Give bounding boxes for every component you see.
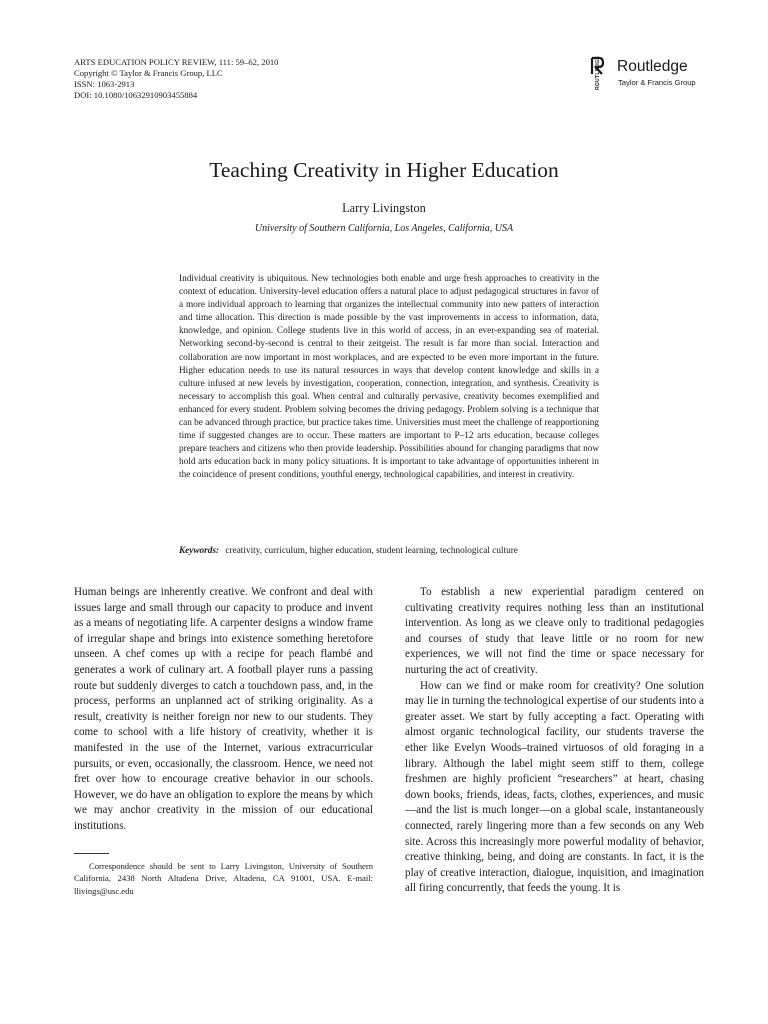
body-paragraph: How can we find or make room for creativity? One solution may lie in turning the technological expertise of our students into a greater asset. We start by fully accepting a fact. Operating with almost organic technological facility, our students traverse the ether like Evelyn Woods–trained virtuosos of old foraging in a library. Although the label might seem stiff to them, college freshmen are highly proficient “researchers” at heart, chasing down books, friends, ideas, facts, clothes, experiences, and music—and the list is much longer—on a global scale, instantaneously connected, rarely lingering more than a few seconds on any Web site. Across this increasingly more powerful modality of behavior, creative thinking, being, and doing are constants. In fact, it is the play of creative interaction, dialogue, inquisition, and imagination all firing concurrently, that feeds the young. It is bbox=[405, 679, 704, 895]
issn-line: ISSN: 1063-2913 bbox=[74, 79, 135, 89]
body-column-right bbox=[405, 585, 704, 897]
body-column-left bbox=[74, 585, 373, 835]
copyright-line: Copyright © Taylor & Francis Group, LLC bbox=[74, 68, 223, 78]
correspondence-footnote: Correspondence should be sent to Larry Livingston, University of Southern California, 2438 North Altadena Drive, Altadena, CA 91001, USA. E-mail: llivings@usc.edu bbox=[74, 861, 373, 896]
keywords-list: creativity, curriculum, higher education, student learning, technological culture bbox=[225, 546, 518, 556]
keywords bbox=[179, 546, 619, 556]
journal-meta bbox=[74, 57, 404, 101]
body-paragraph: To establish a new experiential paradigm centered on cultivating creativity requires nothing less than an institutional intervention. As long as we cleave only to traditional pedagogies and courses of study that leave little or no room for new experiences, we will not find the time or space necessary for nurturing the act of creativity. bbox=[405, 586, 704, 676]
article-title: Teaching Creativity in Higher Education bbox=[209, 158, 559, 182]
keywords-label: Keywords: bbox=[179, 546, 220, 556]
footnote-divider bbox=[74, 853, 109, 854]
publisher-logo bbox=[590, 54, 720, 92]
doi-line: DOI: 10.1080/10632910903455884 bbox=[74, 90, 198, 100]
journal-citation: ARTS EDUCATION POLICY REVIEW, 111: 59–62, 2010 bbox=[74, 57, 279, 67]
author-affiliation: University of Southern California, Los Angeles, California, USA bbox=[254, 223, 514, 234]
body-paragraph: Human beings are inherently creative. We confront and deal with issues large and small through our capacity to produce and invent as a means of negotiating life. A carpenter designs a window frame of irregular shape and brings into existence something heretofore unseen. A chef comes up with a recipe for peach flambé and generates a work of culinary art. A football player runs a passing route but suddenly diverges to catch a touchdown pass, and, in the process, performs an unplanned act of striking originality. As a result, creativity is neither foreign nor new to our students. They come to school with a life history of creativity, whether it is manifested in the use of the Internet, various extracurricular pursuits, or even, occasionally, the classroom. Hence, we need not fret over how to encourage creative behavior in our schools. However, we do have an obligation to explore the means by which we may anchor creativity in the mission of our educational institutions. bbox=[74, 586, 373, 832]
abstract: Individual creativity is ubiquitous. New technologies both enable and urge fresh approaches to creativity in the context of education. University-level education offers a natural place to adjust pedagogical structures in favor of a more individual approach to learning that organizes the intellectual community into new patters of interaction and time allocation. This direction is made possible by the vast improvements in access to information, data, knowledge, and opinion. College students live in this world of access, in an ever-expanding sea of material. Networking second-by-second is central to their zeitgeist. The result is far more than social. Interaction and collaboration are now important in most workplaces, and are expected to be even more important in the future. Higher education needs to use its natural resources in ways that develop content knowledge and skills in a culture infused at new levels by investigation, cooperation, connection, integration, and synthesis. Creativity is necessary to accomplish this goal. When central and culturally pervasive, creativity becomes exemplified and enhanced for every student. Problem solving becomes the driving pedagogy. Problem solving is a technique that can be advanced through practice, but practice takes time. Universities must meet the challenge of reapportioning time if suggested changes are to occur. These matters are important to P–12 arts education, because colleges prepare teachers and citizens who then provide leadership. Possibilities abound for changing paradigms that now hold arts education back in many policy situations. It is important to take advantage of opportunities inherent in the coincidence of present conditions, youthful energy, technological capabilities, and interest in creativity. bbox=[179, 274, 599, 481]
publisher-vertical-wordmark: ROUTLEDGE bbox=[595, 55, 601, 90]
publisher-group: Taylor & Francis Group bbox=[618, 78, 696, 87]
article-author: Larry Livingston bbox=[342, 201, 426, 215]
publisher-name: Routledge bbox=[617, 58, 688, 75]
